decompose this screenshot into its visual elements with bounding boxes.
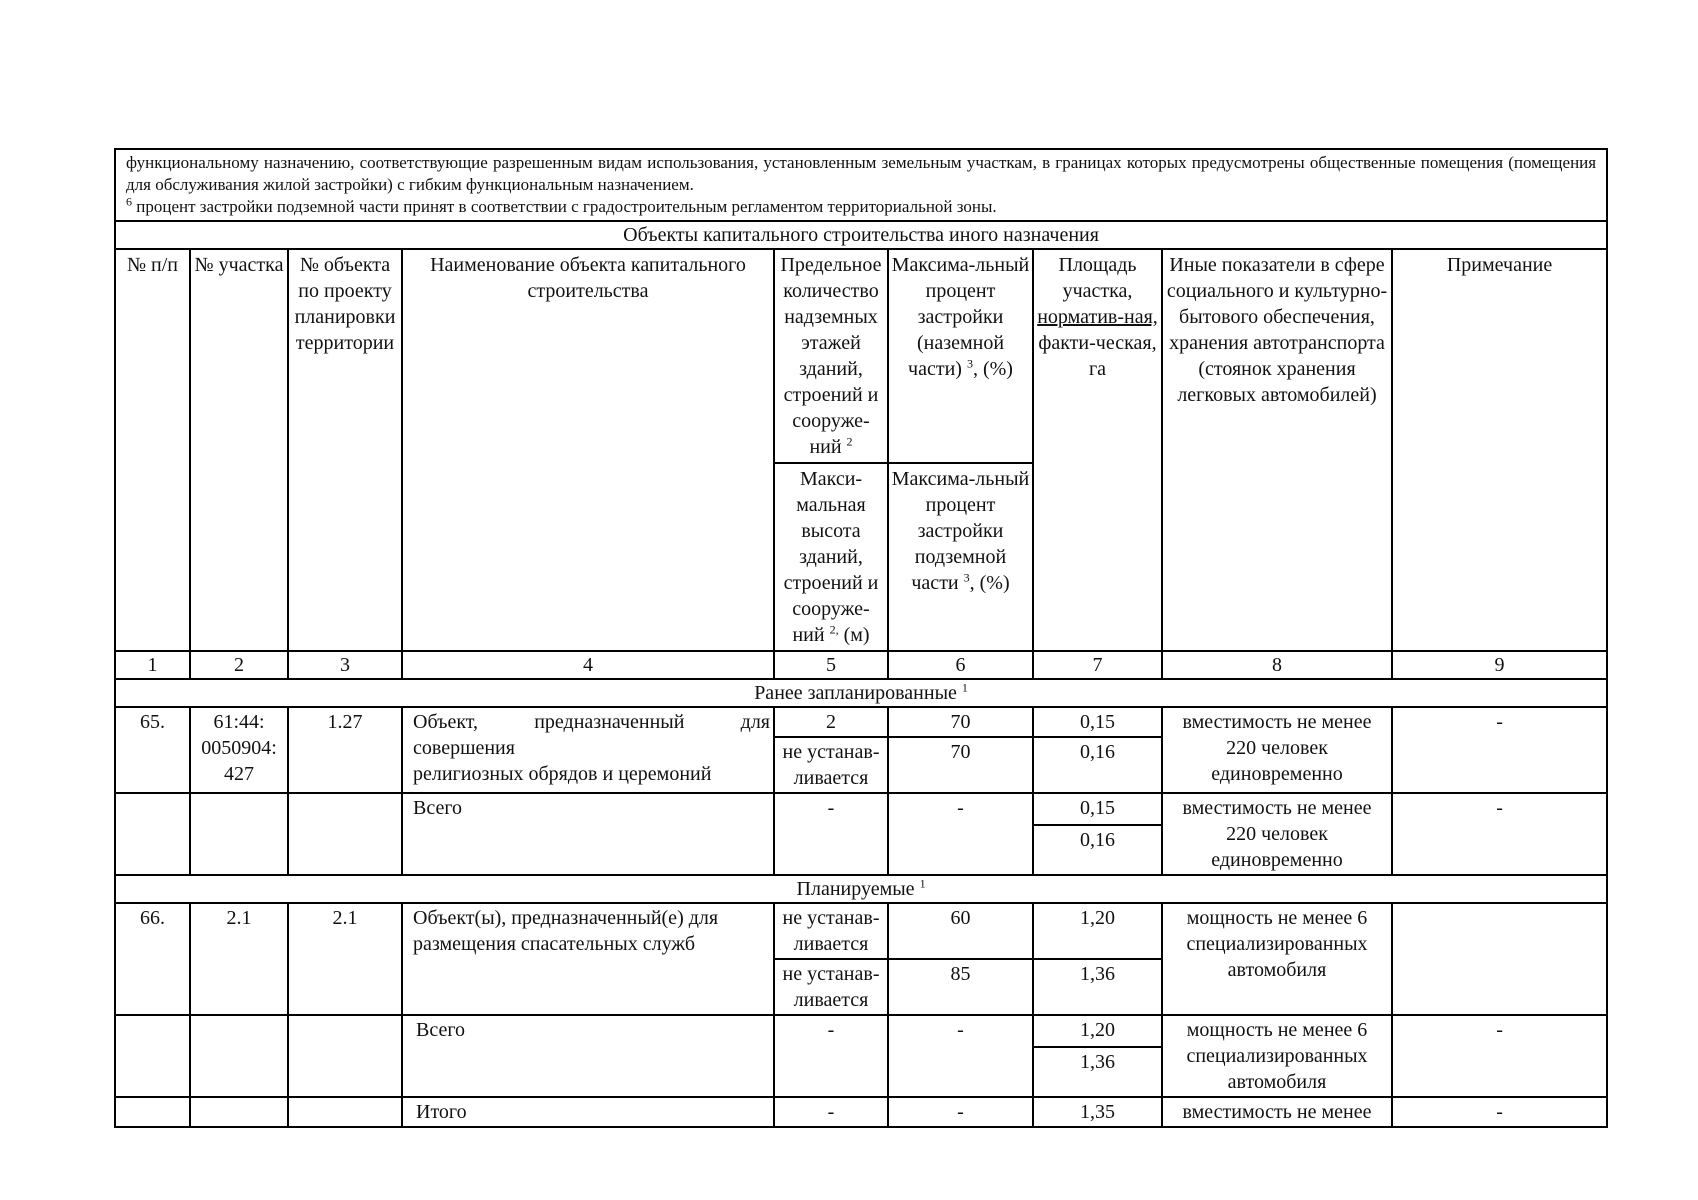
row-object-no: 2.1 (288, 903, 402, 1015)
table-title: Объекты капитального строительства иного назначения (115, 221, 1607, 249)
row-area-actual: 1,36 (1033, 1047, 1162, 1097)
row-area-normative: 0,15 (1033, 793, 1162, 825)
row-num: 66. (115, 903, 190, 1015)
row-area-normative: 1,20 (1033, 903, 1162, 959)
header-other-indicators: Иные показатели в сфере социального и культурно-бытового обеспечения, хранения автотранспорта (стоянок хранения легковых автомобилей) (1162, 249, 1392, 651)
col-number: 6 (888, 651, 1033, 679)
row-object-no: 1.27 (288, 707, 402, 793)
row-plot: 61:44: 0050904: 427 (190, 707, 288, 793)
header-pct-below: Максима-льный процент застройки подземной части $^3$, (%) (888, 463, 1033, 651)
table-row (115, 1015, 1607, 1047)
row-total-label: Всего (402, 793, 774, 875)
row-floors: - (774, 1015, 888, 1097)
capital-objects-table (114, 148, 1608, 1128)
header-note: Примечание (1392, 249, 1607, 651)
row-area-normative: 1,20 (1033, 1015, 1162, 1047)
row-height: не устанав-ливается (774, 737, 888, 793)
row-pct: - (888, 1097, 1033, 1127)
row-floors: - (774, 1097, 888, 1127)
column-numbers-row (115, 651, 1607, 679)
row-other: мощность не менее 6 специализированных автомобиля (1162, 1015, 1392, 1097)
row-note: - (1392, 1015, 1607, 1097)
row-grand-total-label: Итого (402, 1097, 774, 1127)
col-number: 9 (1392, 651, 1607, 679)
document-page (114, 148, 1606, 1128)
row-note: - (1392, 793, 1607, 875)
row-floors: - (774, 793, 888, 875)
header-num: № п/п (115, 249, 190, 651)
row-pct: - (888, 793, 1033, 875)
row-pct-below: 85 (888, 959, 1033, 1015)
row-pct-above: 70 (888, 707, 1033, 737)
row-other: мощность не менее 6 специализированных автомобиля (1162, 903, 1392, 1015)
row-pct: - (888, 1015, 1033, 1097)
row-area-actual: 0,16 (1033, 825, 1162, 875)
row-area-actual: 0,16 (1033, 737, 1162, 793)
header-object-name: Наименование объекта капитального строительства (402, 249, 774, 651)
header-area-normative: норматив-ная, (1037, 306, 1158, 328)
row-object-name: Объект, предназначенный для совершения религиозных обрядов и церемоний (402, 707, 774, 793)
table-row (115, 793, 1607, 825)
col-number: 3 (288, 651, 402, 679)
footnotes (115, 149, 1607, 221)
table-row (115, 1097, 1607, 1127)
row-note (1392, 903, 1607, 1015)
row-num: 65. (115, 707, 190, 793)
row-total-label: Всего (402, 1015, 774, 1097)
col-number: 1 (115, 651, 190, 679)
table-row (115, 903, 1607, 959)
section-planned: Планируемые $^1$ (115, 875, 1607, 903)
header-object-no: № объекта по проекту планировки территории (288, 249, 402, 651)
header-pct-above: Максима-льный процент застройки (наземной части) $^3$, (%) (888, 249, 1033, 463)
header-floors: Предельное количество надземных этажей зданий, строений и сооруже-ний $^2$ (774, 249, 888, 463)
footnote-continuation: функциональному назначению, соответствующие разрешенным видам использования, установленным земельным участкам, в границах которых предусмотрены общественные помещения (помещения для обслуживания жилой застройки) с гибким функциональным назначением. (126, 153, 1597, 194)
row-note: - (1392, 1097, 1607, 1127)
row-height: не устанав-ливается (774, 959, 888, 1015)
row-floors: не устанав-ливается (774, 903, 888, 959)
row-pct-below: 70 (888, 737, 1033, 793)
row-object-name: Объект(ы), предназначенный(е) для размещения спасательных служб (402, 903, 774, 1015)
row-plot: 2.1 (190, 903, 288, 1015)
row-other: вместимость не менее (1162, 1097, 1392, 1127)
col-number: 7 (1033, 651, 1162, 679)
row-note: - (1392, 707, 1607, 793)
col-number: 2 (190, 651, 288, 679)
col-number: 8 (1162, 651, 1392, 679)
col-number: 5 (774, 651, 888, 679)
row-pct-above: 60 (888, 903, 1033, 959)
row-other: вместимость не менее 220 человек единовременно (1162, 793, 1392, 875)
table-row (115, 707, 1607, 737)
row-area: 1,35 (1033, 1097, 1162, 1127)
row-area-actual: 1,36 (1033, 959, 1162, 1015)
header-area: Площадь участка, норматив-ная, факти-ческая, га (1033, 249, 1162, 651)
section-previously-planned: Ранее запланированные $^1$ (115, 679, 1607, 707)
row-area-normative: 0,15 (1033, 707, 1162, 737)
footnote-6: $^6$ процент застройки подземной части принят в соответствии с градостроительным регламентом территориальной зоны. (126, 194, 997, 216)
row-other: вместимость не менее 220 человек единовременно (1162, 707, 1392, 793)
header-plot: № участка (190, 249, 288, 651)
row-floors: 2 (774, 707, 888, 737)
col-number: 4 (402, 651, 774, 679)
header-height: Макси-мальная высота зданий, строений и сооруже-ний $^{2,}$ (м) (774, 463, 888, 651)
